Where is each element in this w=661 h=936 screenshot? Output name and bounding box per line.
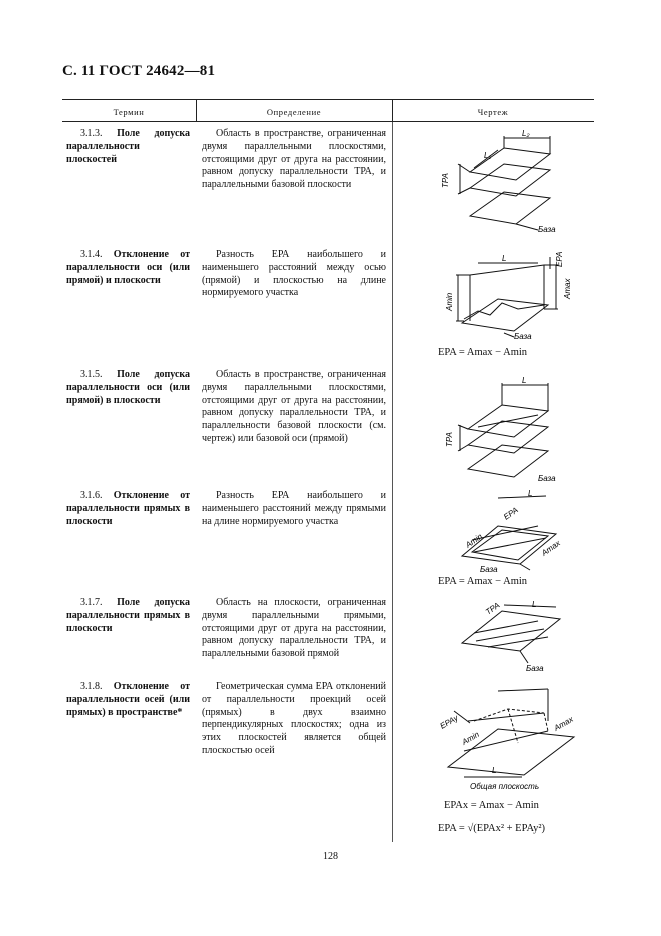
label: L₂ <box>522 129 530 138</box>
table-top-rule <box>62 99 594 100</box>
label: Amax <box>539 538 562 558</box>
label: L <box>528 490 533 498</box>
table-row <box>62 681 594 841</box>
lines-in-plane-tolerance-drawing <box>398 597 594 675</box>
term-cell: 3.1.3. Поле допуска параллельности плоскостей <box>66 128 190 165</box>
term-cell: 3.1.8. Отклонение от параллельности осей (или прямых) в пространстве* <box>66 681 190 718</box>
drawing-cell <box>398 128 594 238</box>
upper-plane <box>470 148 550 180</box>
page-number: 128 <box>323 851 338 862</box>
label: EPAy <box>438 713 460 731</box>
definition-cell: Область в пространстве, ограниченная двумя параллельными плоскостями, отстоящими друг от друга на расстоянии, равном допуску параллельности ТРА, и параллельности базовой плоскости (см. чертеж) или базовой оси (прямой) <box>202 369 386 444</box>
label: TPA <box>445 432 454 447</box>
column-header-drawing: Чертеж <box>477 107 509 117</box>
label: EPA <box>501 505 520 522</box>
base-line <box>474 538 546 552</box>
label: EPA <box>555 251 564 267</box>
label: L <box>492 766 497 775</box>
lower-plane <box>470 164 550 196</box>
axis-plane-deviation-drawing <box>398 249 594 341</box>
definition-cell: Область на плоскости, ограниченная двумя параллельными прямыми, отстоящими друг от друга на расстоянии, равном допуску параллельности ТРА, и параллельными базовой прямой <box>202 597 386 660</box>
term-cell: 3.1.6. Отклонение от параллельности прямых в плоскости <box>66 490 190 527</box>
label: Amin <box>445 292 454 311</box>
label: TPA <box>483 600 502 617</box>
drawing-cell <box>398 597 594 675</box>
label: Amin <box>463 531 485 550</box>
label: База <box>538 474 556 481</box>
definition-cell: Разность ЕРА наибольшего и наименьшего расстояний между прямыми на длине нормируемого участка <box>202 490 386 527</box>
formula: EPA = Amax − Amin <box>438 576 528 587</box>
label: Общая плоскость <box>470 782 540 791</box>
page-header: С. 11 ГОСТ 24642—81 <box>62 63 216 79</box>
label: База <box>480 565 498 574</box>
label: L <box>522 376 527 385</box>
base-plane <box>468 445 548 477</box>
column-header-definition: Определение <box>266 107 322 117</box>
table-row <box>62 128 594 238</box>
label: Amax <box>563 278 572 299</box>
definition-cell: Геометрическая сумма ЕРА отклонений от параллельности проекций осей (прямых) в двух взаимно перпендикулярных плоскостях; одна из этих плоскостей является общей плоскостью осей <box>202 681 386 756</box>
axis-line <box>470 265 544 275</box>
label: L <box>502 254 507 263</box>
drawing-cell <box>398 249 594 358</box>
formula: EPA = Amax − Amin <box>438 347 528 358</box>
definition-cell: Разность ЕРА наибольшего и наименьшего расстояний между осью (прямой) и плоскостью на длине нормируемого участка <box>202 249 386 299</box>
label: Amax <box>552 714 575 733</box>
plane <box>462 611 560 651</box>
formula: EPAx = Amax − Amin <box>444 800 539 811</box>
axes-in-space-deviation-drawing <box>398 681 594 793</box>
label: База <box>526 664 544 673</box>
label: TPA <box>441 173 450 188</box>
label: L <box>532 600 537 609</box>
column-header-term: Термин <box>113 107 145 117</box>
drawing-cell <box>398 681 594 834</box>
term-cell: 3.1.4. Отклонение от параллельности оси (или прямой) и плоскости <box>66 249 190 286</box>
base-plane <box>470 192 550 224</box>
label: База <box>538 225 556 234</box>
label: L₁ <box>484 151 491 160</box>
label: Amin <box>460 729 481 747</box>
term-cell: 3.1.5. Поле допуска параллельности оси (или прямой) в плоскости <box>66 369 190 406</box>
term-cell: 3.1.7. Поле допуска параллельности прямых в плоскости <box>66 597 190 634</box>
lower-plane <box>468 421 548 453</box>
tolerance-planes-drawing <box>398 128 594 238</box>
definition-cell: Область в пространстве, ограниченная двумя параллельными плоскостями, отстоящими друг от друга на расстоянии, равном допуску параллельности ТРА, и параллельными базовой плоскости <box>202 128 386 191</box>
axis-1 <box>468 713 544 721</box>
table-row <box>62 249 594 365</box>
table-head-rule <box>62 121 594 122</box>
drawing-cell <box>398 490 594 587</box>
table-row <box>62 490 594 600</box>
table-row <box>62 597 594 677</box>
axis-plane-tolerance-drawing <box>398 369 594 481</box>
lines-in-plane-deviation-drawing <box>398 490 594 574</box>
formula: EPA = √(EPAx² + EPAy²) <box>438 823 545 834</box>
label: База <box>514 332 532 341</box>
drawing-cell <box>398 369 594 481</box>
table-row <box>62 369 594 485</box>
